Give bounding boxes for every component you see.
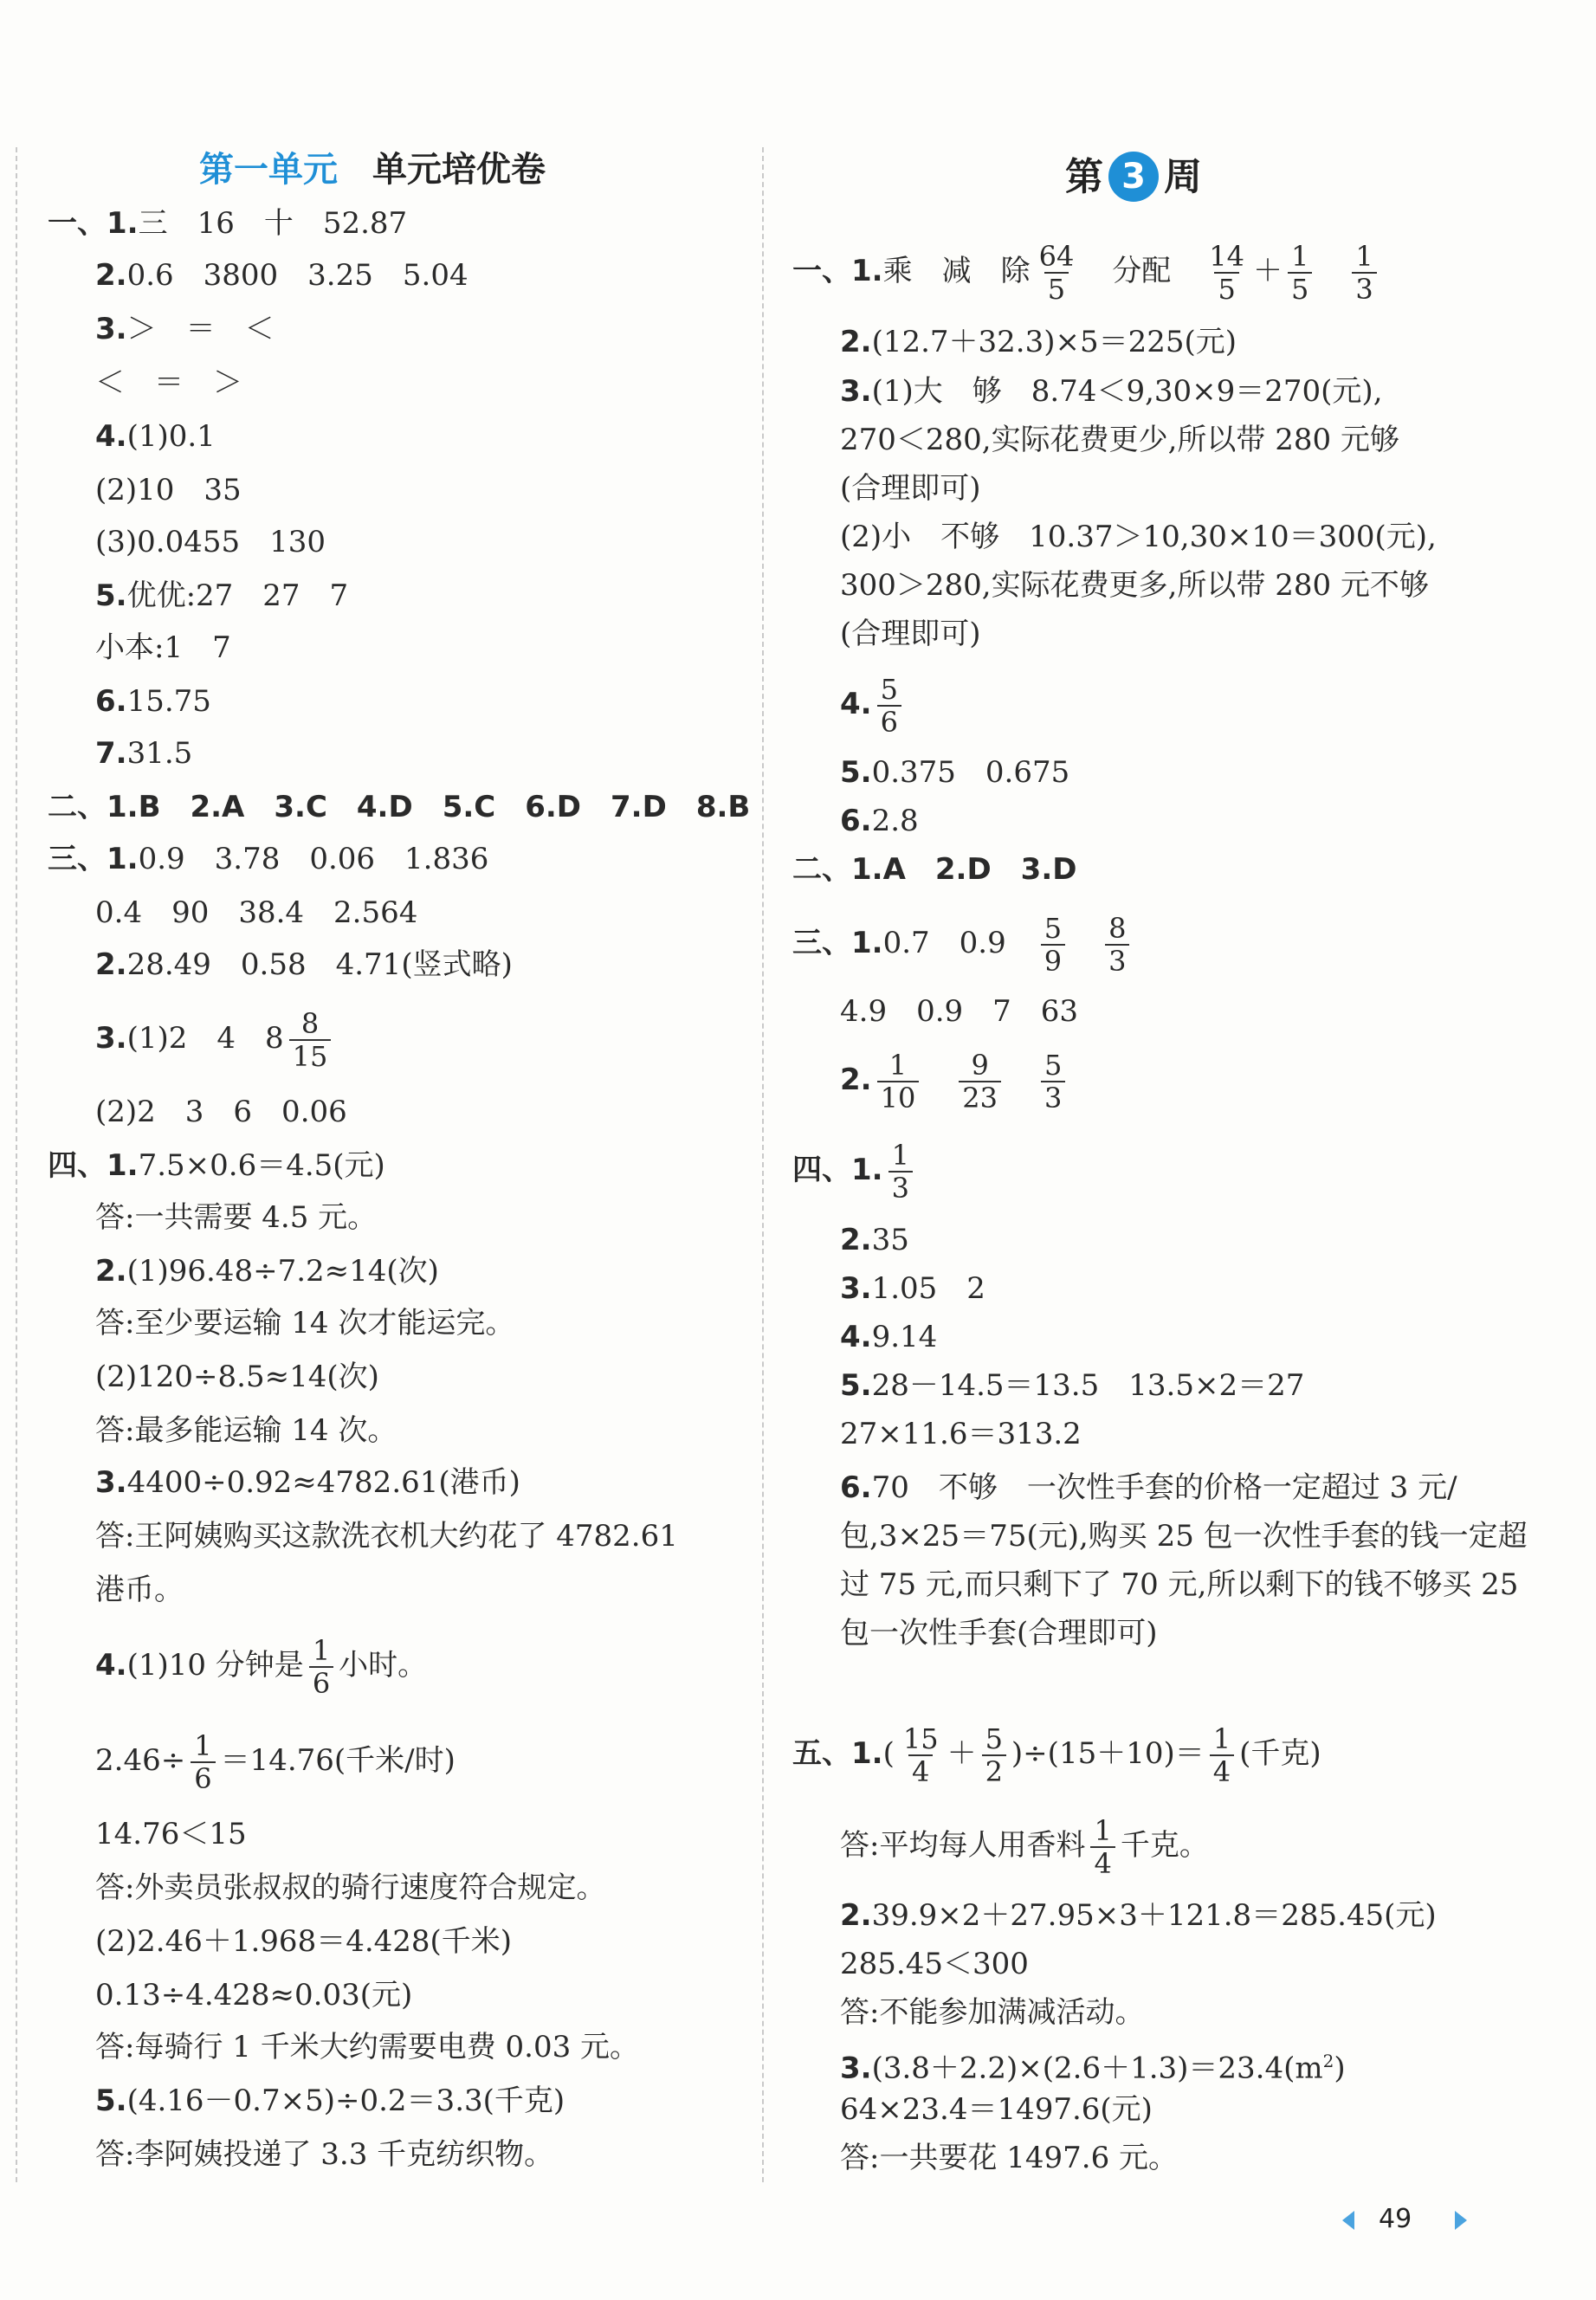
answer-line: 二、1.A 2.D 3.D xyxy=(792,852,1077,887)
page-number: 49 xyxy=(1379,2204,1412,2234)
answer-line: 64×23.4＝1497.6(元) xyxy=(840,2092,1153,2127)
answer-line: 4. $\frac{5}{6}$ xyxy=(840,665,907,743)
answer-line: 2.35 xyxy=(840,1223,909,1257)
answer-line: 2.28.49 0.58 4.71(竖式略) xyxy=(95,947,513,982)
answer-line: 四、1.7.5×0.6＝4.5(元) xyxy=(48,1148,385,1183)
answer-line: 3.＞ ＝ ＜ xyxy=(95,312,275,346)
answer-line: 小本:1 7 xyxy=(95,630,231,665)
answer-line: 3.(1)大 够 8.74＜9,30×9＝270(元), xyxy=(840,374,1383,409)
answer-line: (合理即可) xyxy=(840,471,981,506)
answer-paragraph: 6.70 不够 一次性手套的价格一定超过 3 元/包,3×25＝75(元),购买 25 包一次性手套的钱一定超过 75 元,而只剩下了 70 元,所以剩下的钱不够买 25 包一次性手套(合理即可) xyxy=(840,1470,1528,1651)
fraction: $\frac{1}{5}$ xyxy=(1288,241,1312,305)
answer-line: (3)0.0455 130 xyxy=(95,525,326,559)
fraction: $\frac{8}{15}$ xyxy=(289,1008,332,1072)
fraction: $\frac{5}{6}$ xyxy=(877,674,901,738)
answer-line: 4.(1)0.1 xyxy=(95,419,216,454)
answer-line: 3.4400÷0.92≈4782.61(港币) xyxy=(95,1465,520,1500)
answer-line: 答:一共需要 4.5 元。 xyxy=(95,1200,378,1235)
answer-line: 答:平均每人用香料 $\frac{1}{4}$ 千克。 xyxy=(840,1814,1209,1880)
answer-line: 2.(12.7＋32.3)×5＝225(元) xyxy=(840,325,1237,359)
answer-line: 3.(1)2 4 8 $\frac{8}{15}$ xyxy=(95,998,336,1079)
answer-line: 4.9 0.9 7 63 xyxy=(840,994,1079,1029)
left-column xyxy=(0,0,779,2300)
answer-line: 一、1.三 16 十 52.87 xyxy=(48,206,408,241)
answer-line: 2.46÷ $\frac{1}{6}$ ＝14.76(千米/时) xyxy=(95,1729,456,1795)
answer-line: 2.39.9×2＋27.95×3＋121.8＝285.45(元) xyxy=(840,1898,1437,1933)
fraction: $\frac{1}{4}$ xyxy=(1210,1723,1234,1787)
section-title-right: 第 3 周 xyxy=(1065,152,1202,204)
answer-line: 27×11.6＝313.2 xyxy=(840,1417,1082,1451)
fraction: $\frac{1}{3}$ xyxy=(888,1140,913,1204)
answer-line: $3.(3.8+2.2)\times(2.6+1.3)=23.4(m^2)$ xyxy=(840,2051,1346,2086)
answer-line: 一、1.乘 减 除 $\frac{64}{5}$ 分配 $\frac{14}{5}$ ＋ $\frac{1}{5}$ $\frac{1}{3}$ xyxy=(792,232,1382,310)
answer-line: 答:至少要运输 14 次才能运完。 xyxy=(95,1306,515,1341)
answer-line: 0.13÷4.428≈0.03(元) xyxy=(95,1978,413,2012)
left-margin-divider xyxy=(16,147,17,2182)
answer-line: 14.76＜15 xyxy=(95,1817,247,1851)
answer-line: 三、1.0.9 3.78 0.06 1.836 xyxy=(48,842,489,876)
answer-line: 5.28－14.5＝13.5 13.5×2＝27 xyxy=(840,1368,1305,1403)
answer-line: 2.0.6 3800 3.25 5.04 xyxy=(95,258,468,293)
fraction: $\frac{1}{10}$ xyxy=(877,1050,920,1114)
fraction: $\frac{5}{3}$ xyxy=(1041,1050,1065,1114)
answer-line: 答:不能参加满减活动。 xyxy=(840,1995,1145,2030)
fraction: $\frac{1}{4}$ xyxy=(1090,1815,1115,1879)
answer-line: 三、1.0.7 0.9 $\frac{5}{9}$ $\frac{8}{3}$ xyxy=(792,904,1134,982)
answer-line: 4.(1)10 分钟是 $\frac{1}{6}$ 小时。 xyxy=(95,1634,428,1700)
answer-line: 4.9.14 xyxy=(840,1320,938,1354)
fraction: $\frac{9}{23}$ xyxy=(959,1050,1001,1114)
fraction: $\frac{5}{9}$ xyxy=(1041,913,1065,977)
title-exam: 单元培优卷 xyxy=(372,150,546,190)
answer-line: 285.45＜300 xyxy=(840,1947,1029,1981)
fraction: $\frac{64}{5}$ xyxy=(1038,240,1075,306)
fraction: $\frac{1}{6}$ xyxy=(309,1635,333,1699)
answer-line: 答:最多能运输 14 次。 xyxy=(95,1413,397,1448)
answer-line: (2)小 不够 10.37＞10,30×10＝300(元), xyxy=(840,520,1437,554)
fraction: $\frac{5}{2}$ xyxy=(982,1723,1006,1787)
answer-line: 二、1.B 2.A 3.C 4.D 5.C 6.D 7.D 8.B xyxy=(48,790,751,824)
answer-line: 五、1.( $\frac{15}{4}$ ＋ $\frac{5}{2}$ )÷(15＋10)＝ $\frac{1}{4}$ (千克) xyxy=(792,1722,1321,1788)
title-unit: 第一单元 xyxy=(199,150,338,190)
fraction: $\frac{1}{3}$ xyxy=(1352,241,1376,305)
answer-line: 5.0.375 0.675 xyxy=(840,755,1070,790)
answer-line: 5.(4.16－0.7×5)÷0.2＝3.3(千克) xyxy=(95,2084,565,2118)
section-title-left xyxy=(199,145,546,194)
answer-line: 270＜280,实际花费更少,所以带 280 元够 xyxy=(840,423,1399,457)
week-number-badge: 3 xyxy=(1108,152,1159,202)
column-divider xyxy=(762,147,764,2182)
answer-line: 2.(1)96.48÷7.2≈14(次) xyxy=(95,1254,439,1289)
answer-line: 答:王阿姨购买这款洗衣机大约花了 4782.61 xyxy=(95,1519,678,1554)
next-page-icon[interactable] xyxy=(1455,2211,1467,2230)
answer-line: ＜ ＝ ＞ xyxy=(95,365,242,400)
answer-line: 答:一共要花 1497.6 元。 xyxy=(840,2141,1179,2175)
fraction: $\frac{8}{3}$ xyxy=(1105,913,1129,977)
answer-line: 2. $\frac{1}{10}$ $\frac{9}{23}$ $\frac{5}{3}$ xyxy=(840,1041,1070,1119)
answer-line: 四、1. $\frac{1}{3}$ xyxy=(792,1131,918,1209)
answer-line: 5.优优:27 27 7 xyxy=(95,578,349,613)
answer-line: 答:外卖员张叔叔的骑行速度符合规定。 xyxy=(95,1870,606,1905)
answer-line: 3.1.05 2 xyxy=(840,1271,985,1306)
prev-page-icon[interactable] xyxy=(1342,2211,1354,2230)
fraction: $\frac{14}{5}$ xyxy=(1209,240,1245,306)
answer-line: (合理即可) xyxy=(840,617,981,651)
answer-line: 6.15.75 xyxy=(95,684,211,719)
answer-line: 300＞280,实际花费更多,所以带 280 元不够 xyxy=(840,568,1429,603)
answer-line: 6.2.8 xyxy=(840,804,919,838)
answer-line: (2)2 3 6 0.06 xyxy=(95,1095,347,1129)
answer-line: (2)120÷8.5≈14(次) xyxy=(95,1360,379,1394)
fraction: $\frac{1}{6}$ xyxy=(191,1730,215,1794)
answer-line: 0.4 90 38.4 2.564 xyxy=(95,895,418,930)
answer-line: (2)10 35 xyxy=(95,473,242,507)
answer-line: 港币。 xyxy=(95,1573,184,1607)
answer-line: 答:李阿姨投递了 3.3 千克纺织物。 xyxy=(95,2137,554,2172)
answer-line: 7.31.5 xyxy=(95,736,193,771)
fraction: $\frac{15}{4}$ xyxy=(902,1722,939,1788)
answer-line: 答:每骑行 1 千米大约需要电费 0.03 元。 xyxy=(95,2030,640,2064)
right-column xyxy=(779,0,1596,2300)
answer-line: (2)2.46＋1.968＝4.428(千米) xyxy=(95,1924,513,1959)
